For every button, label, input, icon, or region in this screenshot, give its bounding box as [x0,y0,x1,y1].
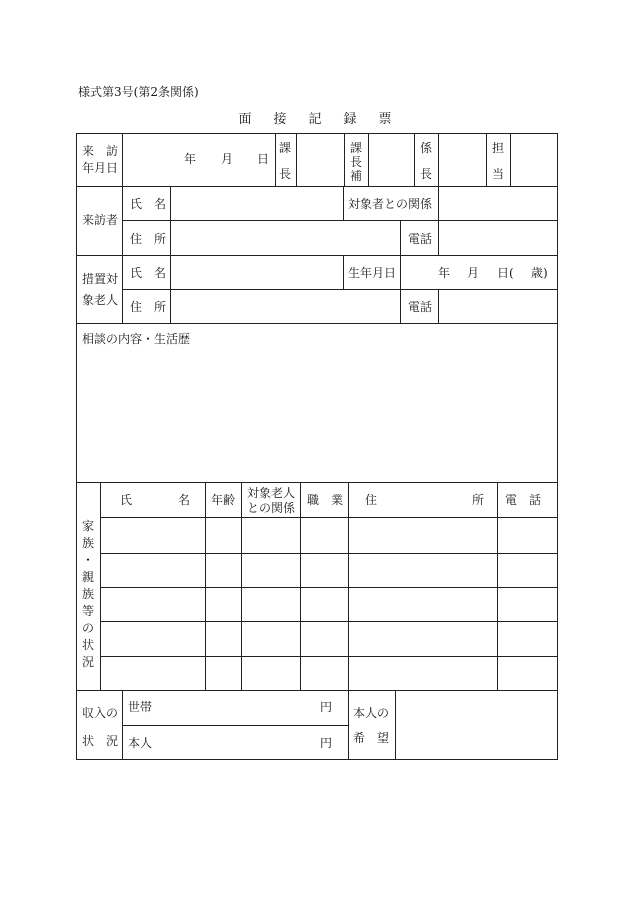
visit-date-label-line2: 年月日 [82,161,119,175]
visitor-name-label: 氏 名 [130,197,167,211]
elder-label-line2: 象老人 [82,293,119,307]
form-number: 様式第3号(第2条関係) [78,85,199,99]
family-col-relation-line1: 対象老人 [247,486,296,500]
approval-subsection-chief-line1: 係 [420,141,433,155]
wish-label-line1: 本人の [353,706,390,720]
elder-address-label: 住 所 [130,300,167,314]
consultation-label: 相談の内容・生活歴 [82,332,191,346]
wish-label-line2: 希 望 [353,731,390,745]
visit-date-label-line1: 来 訪 [82,144,119,158]
family-col-relation-line2: との関係 [247,501,296,515]
approval-assistant-chief-line3: 補 [350,169,363,183]
outer-border [77,134,558,760]
document-title: 面接記録票 [238,112,414,127]
family-side-label: 家 族 ・ 親 族 等 の 状 況 [81,519,94,669]
approval-subsection-chief-line2: 長 [420,167,433,181]
elder-birthdate-label: 生年月日 [348,266,397,280]
elder-phone-label: 電話 [408,300,433,314]
family-col-address-b: 所 [472,493,485,507]
visitor-address-label: 住 所 [130,232,167,246]
elder-birth-day-unit: 日( [497,266,514,280]
family-col-address-a: 住 [365,493,378,507]
approval-staff-line2: 当 [492,167,505,181]
family-col-age: 年齢 [211,493,236,507]
visitor-relation-label: 対象者との関係 [348,197,433,211]
elder-name-label: 氏 名 [130,266,167,280]
visit-month-unit: 月 [221,152,234,166]
approval-assistant-chief-line1: 課 [350,141,363,155]
elder-birth-year-unit: 年 [438,266,451,280]
family-col-phone: 電 話 [505,493,542,507]
income-household-unit: 円 [320,700,333,714]
family-col-name-a: 氏 [120,493,133,507]
elder-label-line1: 措置対 [82,272,119,286]
family-col-name-b: 名 [178,493,191,507]
income-household-label: 世帯 [128,700,153,714]
visitor-label: 来訪者 [82,213,119,227]
income-label-line2: 状 況 [82,734,119,748]
visitor-phone-label: 電話 [408,232,433,246]
approval-section-chief-line2: 長 [279,167,292,181]
income-label-line1: 収入の [82,706,119,720]
income-self-label: 本人 [128,736,153,750]
income-self-unit: 円 [320,736,333,750]
approval-staff-line1: 担 [492,141,505,155]
elder-age-unit: 歳) [531,266,548,280]
family-col-job: 職 業 [307,493,344,507]
approval-assistant-chief-line2: 長 [350,155,363,169]
approval-section-chief-line1: 課 [279,141,292,155]
elder-birth-month-unit: 月 [467,266,480,280]
visit-day-unit: 日 [257,152,270,166]
visit-year-unit: 年 [184,152,197,166]
